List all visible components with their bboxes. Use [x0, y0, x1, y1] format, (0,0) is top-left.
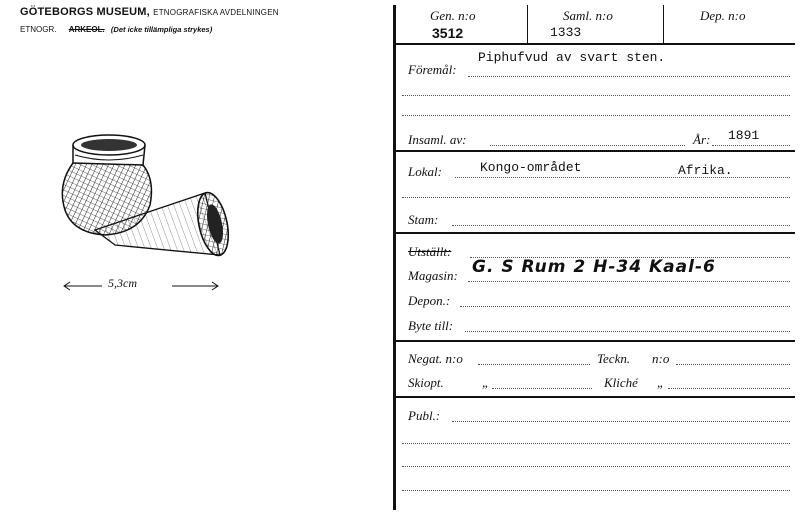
ar-dots — [712, 145, 790, 146]
depon-dots — [460, 306, 790, 307]
foremal-dots-3 — [402, 115, 790, 116]
foremal-dots-1 — [468, 76, 790, 77]
byte-dots — [465, 331, 790, 332]
negat-dots — [478, 364, 590, 365]
lokal-label: Lokal: — [408, 164, 442, 179]
box-divider-1 — [527, 5, 528, 43]
ar-label: År: — [693, 132, 711, 147]
stam-rule — [395, 232, 795, 234]
publ-dots-3 — [402, 466, 790, 467]
byte-rule — [395, 340, 795, 342]
pipe-drawing — [55, 125, 245, 300]
teckn-label: Teckn. — [597, 351, 631, 366]
publ-dots-1 — [452, 421, 790, 422]
card-left-border — [393, 5, 396, 510]
scale-label: 5,3cm — [108, 276, 137, 290]
teckn-no: n:o — [652, 351, 670, 366]
skiopt-ditto: „ — [482, 375, 490, 390]
utstallt-label: Utställt: — [408, 244, 452, 259]
magasin-dots — [468, 281, 790, 282]
skiopt-rule — [395, 396, 795, 398]
scale-arrows — [60, 276, 220, 296]
scale-bar — [60, 276, 220, 296]
foremal-label: Föremål: — [408, 62, 457, 77]
foremal-value: Piphufvud av svart sten. — [478, 50, 666, 65]
foremal-dots-2 — [402, 95, 790, 96]
gen-label: Gen. n:o — [430, 8, 476, 23]
insaml-label: Insaml. av: — [408, 132, 467, 147]
negat-label: Negat. n:o — [408, 351, 463, 366]
museum-header — [20, 6, 279, 18]
skiopt-label: Skiopt. — [408, 375, 444, 390]
byte-label: Byte till: — [408, 318, 454, 333]
saml-value: 1333 — [550, 25, 582, 40]
museum-name: GÖTEBORGS MUSEUM, — [20, 6, 150, 18]
kliche-label: Kliché — [604, 375, 638, 390]
depon-label: Depon.: — [408, 293, 451, 308]
gen-value: 3512 — [432, 25, 464, 41]
publ-dots-4 — [402, 490, 790, 491]
department-name: ETNOGRAFISKA AVDELNINGEN — [153, 8, 279, 17]
kliche-dots — [668, 388, 790, 389]
skiopt-dots — [492, 388, 592, 389]
magasin-value: G. S Rum 2 H-34 Kaal-6 — [472, 257, 716, 277]
lokal-value: Kongo-området — [480, 160, 582, 175]
department-line — [20, 25, 212, 34]
saml-label: Saml. n:o — [563, 8, 613, 23]
magasin-label: Magasin: — [408, 268, 458, 283]
stam-dots — [452, 225, 790, 226]
stam-label: Stam: — [408, 212, 439, 227]
lokal-region: Afrika. — [678, 163, 733, 178]
kliche-ditto: „ — [657, 375, 665, 390]
lokal-dots-1 — [455, 177, 790, 178]
struck-dept-code: ARKEOL. — [68, 25, 105, 34]
top-rule — [395, 43, 795, 45]
strike-note: (Det icke tillämpliga strykes) — [110, 25, 213, 34]
box-divider-2 — [663, 5, 664, 43]
publ-dots-2 — [402, 443, 790, 444]
dept-code: ETNOGR. — [20, 25, 57, 34]
insaml-dots — [490, 145, 685, 146]
lokal-dots-2 — [402, 197, 790, 198]
ar-value: 1891 — [728, 128, 760, 143]
dep-label: Dep. n:o — [700, 8, 746, 23]
insaml-rule — [395, 150, 795, 152]
publ-label: Publ.: — [408, 408, 441, 423]
teckn-dots — [676, 364, 790, 365]
